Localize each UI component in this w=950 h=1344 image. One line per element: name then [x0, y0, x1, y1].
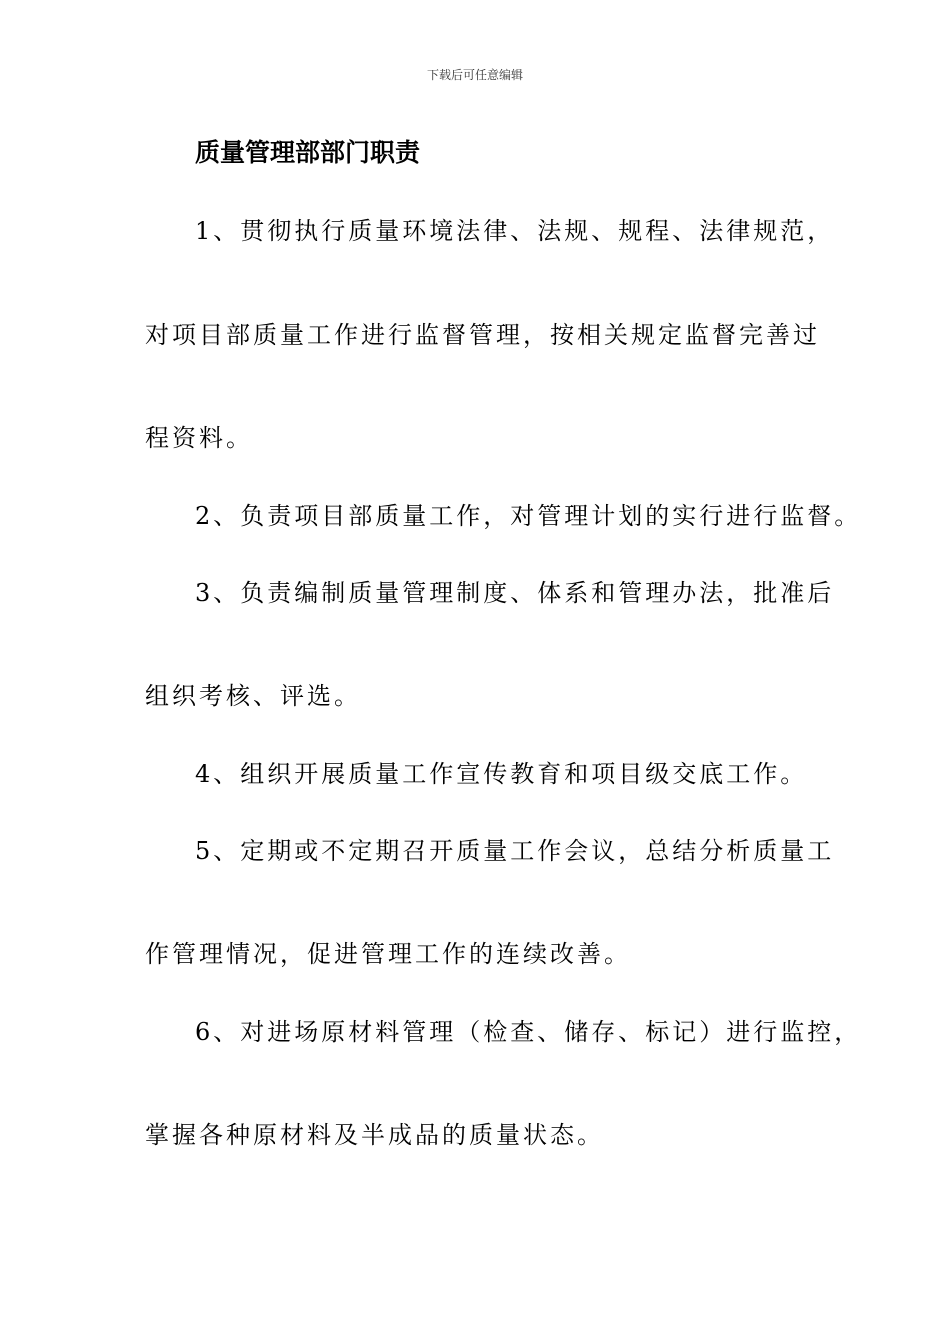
paragraph-5-line-2: 作管理情况，促进管理工作的连续改善。	[145, 940, 631, 968]
paragraph-2-line-1: 2、负责项目部质量工作，对管理计划的实行进行监督。	[195, 502, 862, 530]
page-header-note: 下载后可任意编辑	[426, 68, 523, 82]
paragraph-1-line-2: 对项目部质量工作进行监督管理，按相关规定监督完善过	[145, 321, 820, 349]
paragraph-1-line-3: 程资料。	[145, 424, 253, 452]
paragraph-6-line-2: 掌握各种原材料及半成品的质量状态。	[145, 1121, 604, 1149]
paragraph-5-line-1: 5、定期或不定期召开质量工作会议，总结分析质量工	[195, 837, 835, 865]
paragraph-4-line-1: 4、组织开展质量工作宣传教育和项目级交底工作。	[195, 760, 808, 788]
paragraph-6-line-1: 6、对进场原材料管理（检查、储存、标记）进行监控，	[195, 1018, 862, 1046]
paragraph-3-line-1: 3、负责编制质量管理制度、体系和管理办法，批准后	[195, 579, 835, 607]
paragraph-1-line-1: 1、贯彻执行质量环境法律、法规、规程、法律规范，	[195, 217, 835, 245]
paragraph-3-line-2: 组织考核、评选。	[145, 682, 361, 710]
document-title: 质量管理部部门职责	[195, 138, 421, 167]
